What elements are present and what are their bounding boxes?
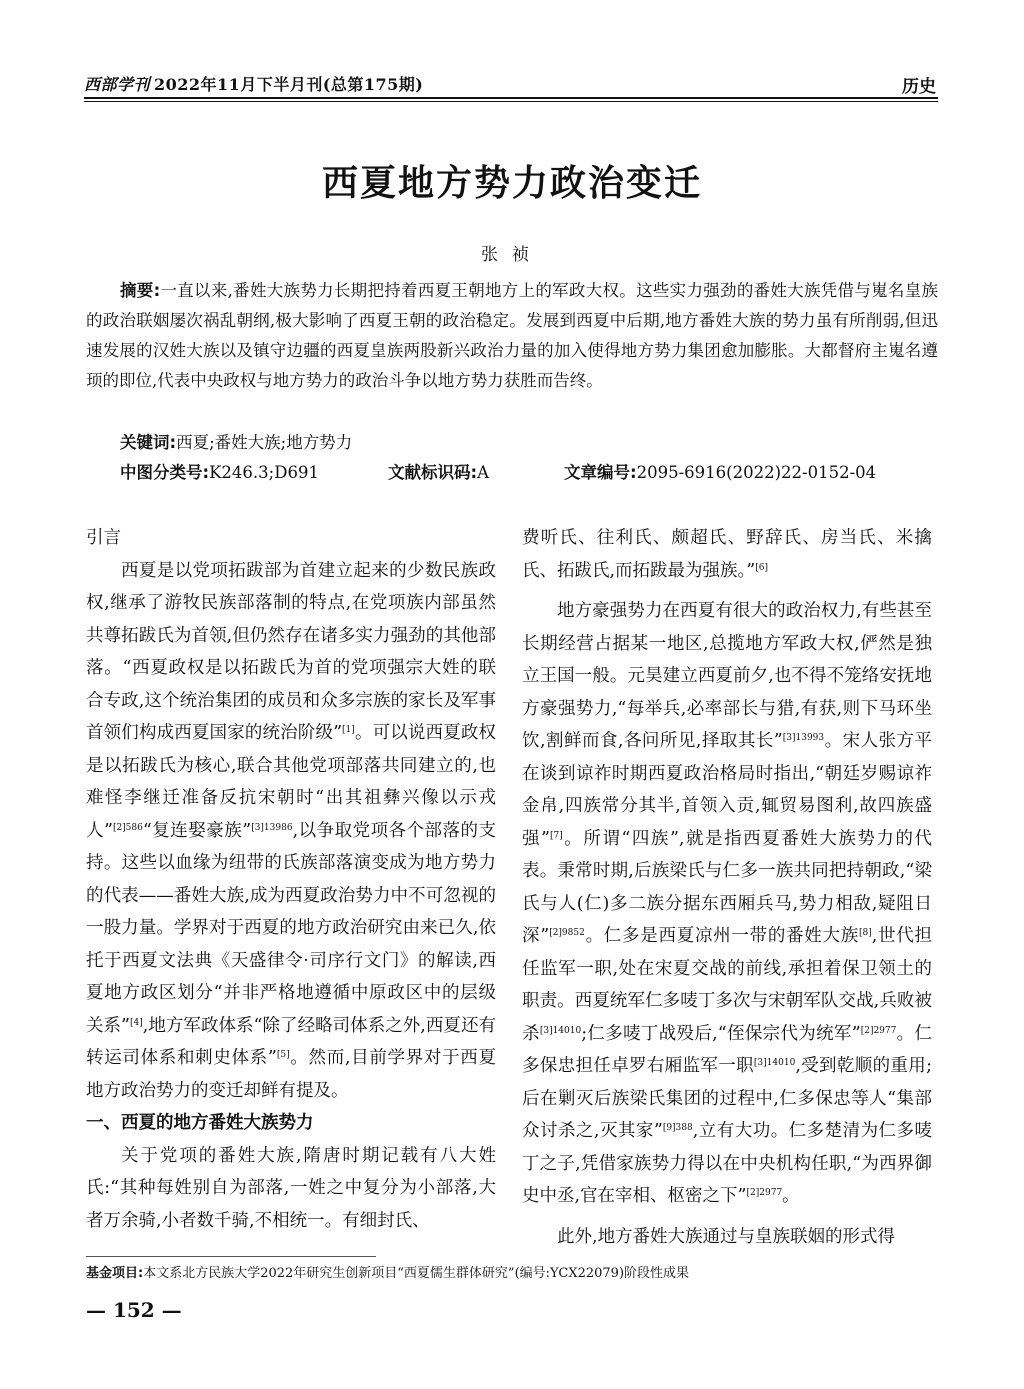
clc-label: 中图分类号:	[120, 463, 210, 482]
citation: [8]	[859, 928, 872, 938]
citation: [2]2977	[860, 1025, 897, 1036]
doc-code-field	[388, 458, 489, 488]
paragraph: 地方豪强势力在西夏有很大的政治权力,有些甚至长期经营占据某一地区,总揽地方军政大权,俨然是独立王国一般。元昊建立西夏前夕,也不得不笼络安抚地方豪强势力,“每举兵,必率部长与猎,有获,则下马环坐饮,割鲜而食,各问所见,择取其长”$^{[3]13993}$。宋人张方平在谈到谅祚时期西夏政治格局时指出,“朝廷岁赐谅祚金帛,四族常分其半,首领入贡,辄贸易图利,故四族盛强”[7]。所谓“四族”,就是指西夏番姓大族势力的代表。秉常时期,后族梁氏与仁多一族共同把持朝政,“梁氏与人(仁)多二族分据东西厢兵马,势力相敌,疑阻日深”$^{[2]9852}$。仁多是西夏凉州一带的番姓大族[8],世代担任监军一职,处在宋夏交战的前线,承担着保卫领土的职责。西夏统军仁多唛丁多次与宋朝军队交战,兵败被杀$^{[3]14010}$;仁多唛丁战殁后,“侄保宗代为统军”$^{[2]2977}$。仁多保忠担任卓罗右厢监军一职$^{[3]14010}$,受到乾顺的重用;后在剿灭后族梁氏集团的过程中,仁多保忠等人“集部众讨杀之,灭其家”$^{[9]388}$,立有大功。仁多楚清为仁多唛丁之子,凭借家族势力得以在中央机构任职,“为西界御史中丞,官在宰相、枢密之下”$^{[2]2977}$。	[522, 601, 933, 1206]
citation: [9]388	[662, 1123, 693, 1133]
paragraph: 西夏是以党项拓跋部为首建立起来的少数民族政权,继承了游牧民族部落制的特点,在党项族内部虽然共尊拓跋氏为首领,但仍然存在诸多实力强劲的其他部落。“西夏政权是以拓跋氏为首的党项强宗大姓的联合专政,这个统治集团的成员和众多宗族的家长及军事首领们构成西夏国家的统治阶级”[1]。可以说西夏政权是以拓跋氏为核心,联合其他党项部落共同建立的,也难怪李继迁准备反抗宋朝时“出其祖彝兴像以示戎人”$^{[2]586}$“复连娶豪族”$^{[3]13986}$,以争取党项各个部落的支持。这些以血缘为纽带的氏族部落演变成为地方势力的代表——番姓大族,成为西夏政治势力中不可忽视的一股力量。学界对于西夏的地方政治研究由来已久,依托于西夏文法典《天盛律令·司序行文门》的解读,西夏地方政区划分“并非严格地遵循中原政区中的层级关系”[4],地方军政体系“除了经略司体系之外,西夏还有转运司体系和刺史体系”[5]。然而,目前学界对于西夏地方政治势力的变迁却鲜有提及。	[86, 560, 496, 1101]
footnote-text: 本文系北方民族大学2022年研究生创新项目“西夏儒生群体研究”(编号:YCX22079)阶段性成果	[143, 1266, 690, 1281]
section-heading: 一、西夏的地方番姓大族势力	[86, 1113, 314, 1133]
keywords-text: 西夏;番姓大族;地方势力	[176, 433, 353, 452]
citation: [1]	[342, 725, 355, 735]
abstract	[86, 276, 938, 396]
keywords	[86, 428, 972, 458]
citation: [3]13993	[782, 733, 825, 743]
citation: [2]9852	[549, 928, 585, 938]
intro-heading: 引言	[86, 528, 121, 548]
citation: [2]2977	[746, 1188, 783, 1198]
funding-footnote	[86, 1264, 946, 1284]
citation: [5]	[276, 1050, 290, 1060]
issue-info: 2022年11月下半月刊(总第175期)	[154, 75, 424, 94]
article-number-field	[564, 458, 876, 488]
citation: [6]	[755, 562, 769, 573]
page-number: — 152 —	[86, 1298, 182, 1322]
citation: [7]	[550, 830, 563, 841]
article-title: 西夏地方势力政治变迁	[321, 162, 702, 204]
citation: [3]14010	[539, 1025, 582, 1036]
citation: [3]13986	[251, 822, 293, 833]
paragraph-continued: 费听氏、往利氏、颇超氏、野辞氏、房当氏、米擒氏、拓跋氏,而拓跋最为强族。”[6]	[522, 528, 932, 581]
running-header-left	[84, 72, 423, 95]
classification-row	[120, 458, 920, 488]
footnote-rule	[86, 1256, 376, 1257]
clc-value: K246.3;D691	[209, 463, 319, 482]
doc-code-value: A	[477, 463, 490, 482]
keywords-label: 关键词:	[120, 433, 177, 452]
section-label: 历史	[902, 77, 936, 97]
abstract-label: 摘要:	[120, 281, 161, 300]
article-number-value: 2095-6916(2022)22-0152-04	[636, 463, 877, 482]
body-column-left	[86, 522, 496, 1237]
citation: [2]586	[112, 822, 143, 833]
article-author: 张祯	[481, 245, 543, 265]
body-column-right	[522, 522, 932, 1253]
citation: [4]	[130, 1017, 143, 1028]
citation: [3]14010	[753, 1058, 796, 1068]
paragraph: 此外,地方番姓大族通过与皇族联姻的形式得	[557, 1226, 896, 1247]
abstract-text: 一直以来,番姓大族势力长期把持着西夏王朝地方上的军政大权。这些实力强劲的番姓大族凭借与嵬名皇族的政治联姻屡次祸乱朝纲,极大影响了西夏王朝的政治稳定。发展到西夏中后期,地方番姓大族的势力虽有所削弱,但迅速发展的汉姓大族以及镇守边疆的西夏皇族两股新兴政治力量的加入使得地方势力集团愈加膨胀。大都督府主嵬名遵顼的即位,代表中央政权与地方势力的政治斗争以地方势力获胜而告终。	[86, 281, 938, 390]
doc-code-label: 文献标识码:	[388, 463, 478, 482]
paragraph: 关于党项的番姓大族,隋唐时期记载有八大姓氏:“其种每姓别自为部落,一姓之中复分为小部落,大者万余骑,小者数千骑,不相统一。有细封氏、	[86, 1145, 496, 1231]
journal-logo: 西部学刊	[84, 75, 151, 94]
header-rule	[84, 97, 938, 99]
footnote-label: 基金项目:	[86, 1266, 144, 1281]
header-rule-thin	[84, 101, 938, 102]
article-number-label: 文章编号:	[564, 463, 637, 482]
clc-field	[120, 463, 319, 482]
